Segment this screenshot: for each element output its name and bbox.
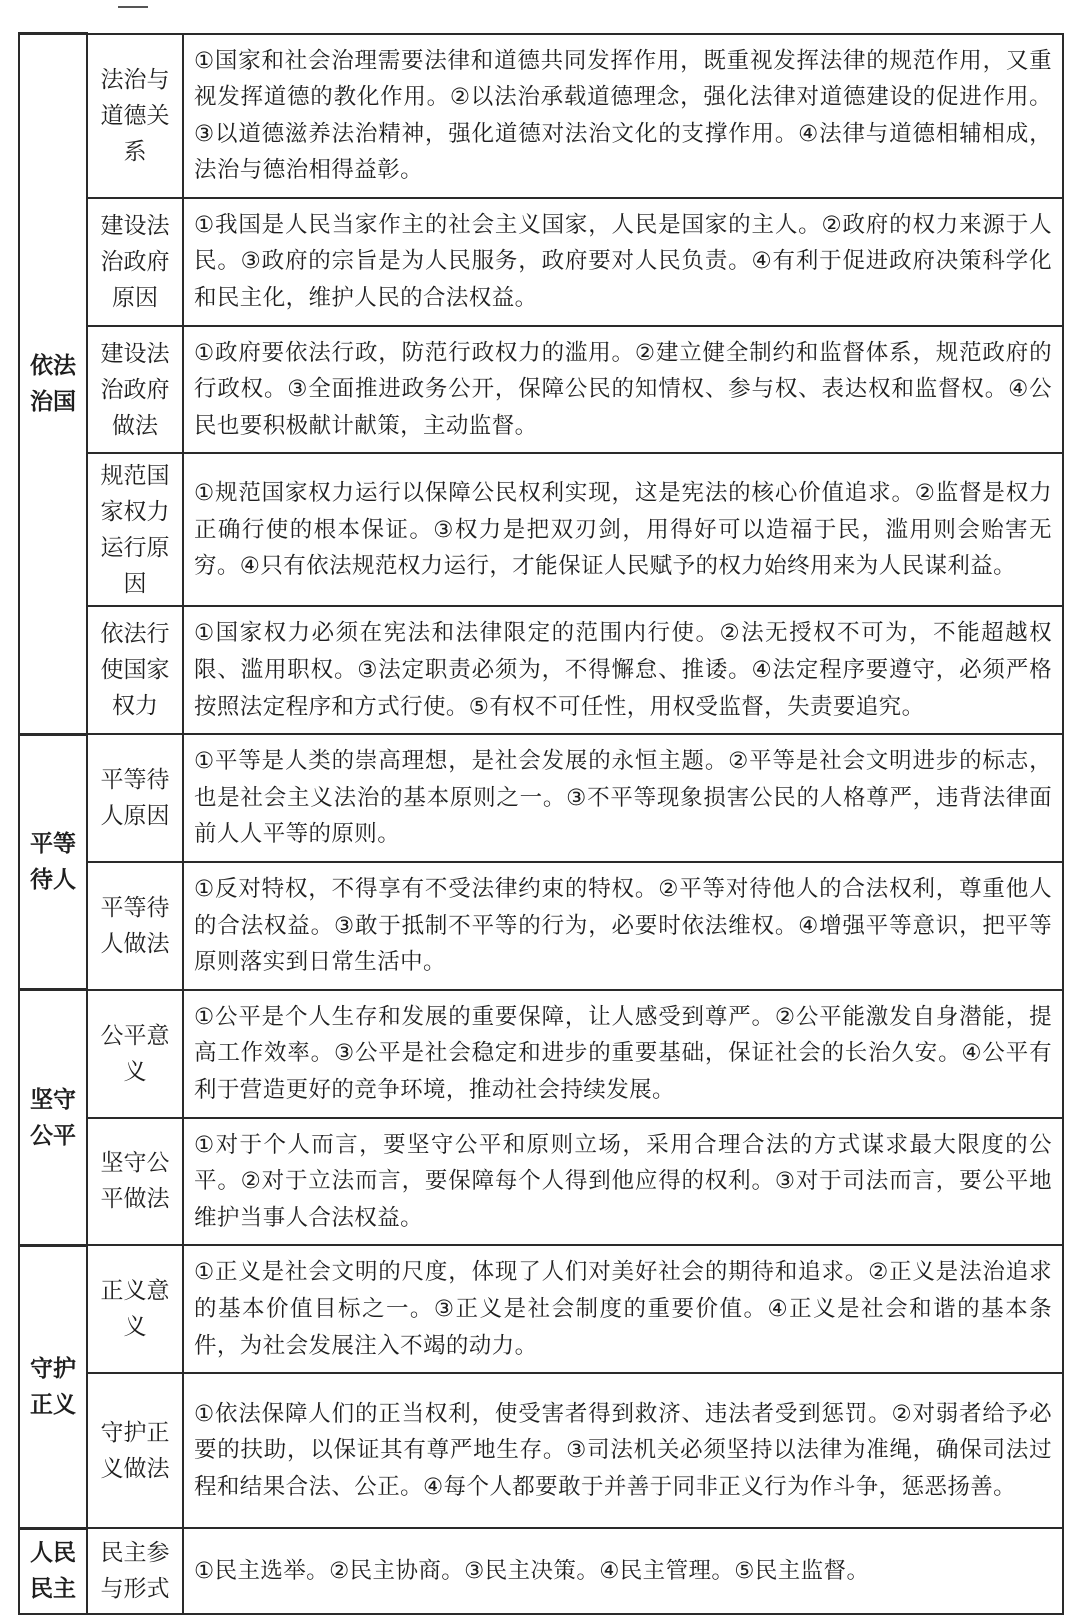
content-cell: ①民主选举。②民主协商。③民主决策。④民主管理。⑤民主监督。 (183, 1528, 1063, 1614)
content-cell: ①国家权力必须在宪法和法律限定的范围内行使。②法无授权不可为，不能超越权限、滥用职权。③法定职责必须为，不得懈怠、推诿。④法定程序要遵守，必须严格按照法定程序和方式行使。⑤有权不可任性，用权受监督，失责要追究。 (183, 606, 1063, 734)
subtopic-cell (87, 453, 183, 606)
topic-cell (19, 34, 87, 735)
topic-label: 守护正义 (30, 1355, 76, 1418)
top-edge-mark (118, 0, 148, 8)
subtopic-label: 建设法治政府原因 (100, 212, 170, 311)
subtopic-label: 正义意义 (100, 1278, 170, 1341)
table-row (19, 1528, 1063, 1614)
subtopic-label: 民主参与形式 (100, 1540, 170, 1603)
subtopic-cell (87, 1373, 183, 1528)
subtopic-label: 建设法治政府做法 (100, 340, 170, 439)
table-row (19, 990, 1063, 1118)
subtopic-cell (87, 1528, 183, 1614)
table-row (19, 453, 1063, 606)
subtopic-cell (87, 34, 183, 198)
subtopic-cell (87, 606, 183, 734)
subtopic-cell (87, 326, 183, 454)
content-cell: ①正义是社会文明的尺度，体现了人们对美好社会的期待和追求。②正义是法治追求的基本价值目标之一。③正义是社会制度的重要价值。④正义是社会和谐的基本条件，为社会发展注入不竭的动力。 (183, 1245, 1063, 1373)
content-cell: ①政府要依法行政，防范行政权力的滥用。②建立健全制约和监督体系，规范政府的行政权。③全面推进政务公开，保障公民的知情权、参与权、表达权和监督权。④公民也要积极献计献策，主动监督。 (183, 326, 1063, 454)
subtopic-cell (87, 1245, 183, 1373)
content-cell: ①国家和社会治理需要法律和道德共同发挥作用，既重视发挥法律的规范作用，又重视发挥道德的教化作用。②以法治承载道德理念，强化法律对道德建设的促进作用。③以道德滋养法治精神，强化道德对法治文化的支撑作用。④法律与道德相辅相成，法治与德治相得益彰。 (183, 34, 1063, 198)
table-row (19, 326, 1063, 454)
subtopic-cell (87, 990, 183, 1118)
table-row (19, 1373, 1063, 1528)
topic-label: 人民民主 (30, 1540, 76, 1603)
content-cell: ①反对特权，不得享有不受法律约束的特权。②平等对待他人的合法权利，尊重他人的合法权益。③敢于抵制不平等的行为，必要时依法维权。④增强平等意识，把平等原则落实到日常生活中。 (183, 862, 1063, 990)
table-row (19, 1245, 1063, 1373)
table-row (19, 606, 1063, 734)
subtopic-label: 坚守公平做法 (100, 1150, 170, 1213)
subtopic-label: 平等待人原因 (100, 767, 170, 830)
subtopic-cell (87, 734, 183, 862)
knowledge-table (18, 32, 1064, 1615)
table-row (19, 862, 1063, 990)
topic-label: 坚守公平 (30, 1086, 76, 1149)
topic-cell (19, 1245, 87, 1528)
subtopic-label: 依法行使国家权力 (100, 621, 170, 720)
content-cell: ①我国是人民当家作主的社会主义国家，人民是国家的主人。②政府的权力来源于人民。③政府的宗旨是为人民服务，政府要对人民负责。④有利于促进政府决策科学化和民主化，维护人民的合法权益。 (183, 198, 1063, 326)
subtopic-cell (87, 198, 183, 326)
table-row (19, 34, 1063, 198)
topic-label: 平等待人 (30, 831, 76, 893)
topic-label: 依法治国 (30, 352, 76, 415)
subtopic-cell (87, 1118, 183, 1246)
content-cell: ①依法保障人们的正当权利，使受害者得到救济、违法者受到惩罚。②对弱者给予必要的扶助，以保证其有尊严地生存。③司法机关必须坚持以法律为准绳，确保司法过程和结果合法、公正。④每个人都要敢于并善于同非正义行为作斗争，惩恶扬善。 (183, 1373, 1063, 1528)
subtopic-label: 公平意义 (100, 1022, 170, 1085)
subtopic-cell (87, 862, 183, 990)
content-cell: ①规范国家权力运行以保障公民权利实现，这是宪法的核心价值追求。②监督是权力正确行使的根本保证。③权力是把双刃剑，用得好可以造福于民，滥用则会贻害无穷。④只有依法规范权力运行，才能保证人民赋予的权力始终用来为人民谋利益。 (183, 453, 1063, 606)
content-cell: ①平等是人类的崇高理想，是社会发展的永恒主题。②平等是社会文明进步的标志，也是社会主义法治的基本原则之一。③不平等现象损害公民的人格尊严，违背法律面前人人平等的原则。 (183, 734, 1063, 862)
content-cell: ①对于个人而言，要坚守公平和原则立场，采用合理合法的方式谋求最大限度的公平。②对于立法而言，要保障每个人得到他应得的权利。③对于司法而言，要公平地维护当事人合法权益。 (183, 1118, 1063, 1246)
knowledge-table-body (19, 34, 1063, 1615)
subtopic-label: 守护正义做法 (100, 1419, 170, 1482)
table-row (19, 198, 1063, 326)
topic-cell (19, 734, 87, 990)
topic-cell (19, 1528, 87, 1614)
content-cell: ①公平是个人生存和发展的重要保障，让人感受到尊严。②公平能激发自身潜能，提高工作效率。③公平是社会稳定和进步的重要基础，保证社会的长治久安。④公平有利于营造更好的竞争环境，推动社会持续发展。 (183, 990, 1063, 1118)
subtopic-label: 法治与道德关系 (100, 66, 170, 165)
topic-cell (19, 990, 87, 1246)
subtopic-label: 平等待人做法 (100, 894, 170, 957)
table-row (19, 1118, 1063, 1246)
table-row (19, 734, 1063, 862)
subtopic-label: 规范国家权力运行原因 (100, 462, 170, 597)
